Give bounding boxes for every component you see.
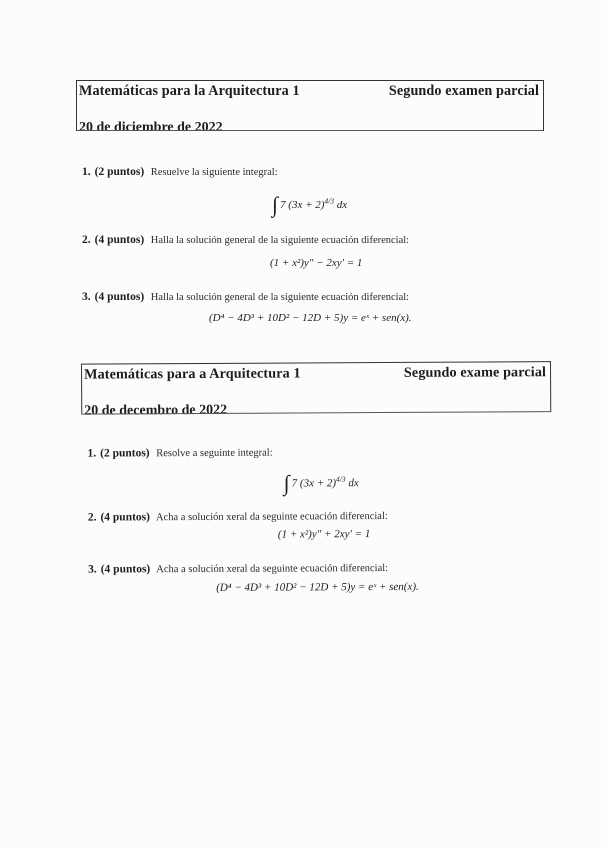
exam-name: Segundo examen parcial	[388, 83, 539, 99]
exam-header	[81, 361, 551, 419]
integral-sign-icon: ∫	[272, 192, 279, 217]
equation-formula: (D⁴ − 4D³ + 10D² − 12D + 5)y = eˣ + sen(x).	[209, 312, 412, 324]
question-points: (4 puntos)	[94, 234, 145, 246]
integral-sign-icon: ∫	[283, 470, 290, 496]
exam-header	[76, 80, 544, 135]
question-number: 1.	[82, 166, 91, 178]
question-number: 2.	[87, 511, 97, 524]
formula-text: 7 $(3x + 2)^{4/3}$ dx	[280, 196, 348, 211]
question-points: (4 puntos)	[100, 563, 151, 576]
question-text: Resolve a seguinte integral:	[156, 447, 273, 460]
integral-formula	[272, 188, 348, 217]
question-points: (2 puntos)	[100, 447, 150, 460]
exam-date: 20 de decembro de 2022	[84, 403, 233, 420]
equation-formula: (D⁴ − 4D³ + 10D² − 12D + 5)y = eˣ + sen(x).	[216, 580, 419, 594]
equation-formula: (1 + x²)y″ + 2xy′ = 1	[277, 528, 371, 541]
exam-galician	[5, 361, 607, 594]
equation-formula: (1 + x²)y″ − 2xy′ = 1	[270, 257, 363, 269]
formula-text: 7 $(3x + 2)^{4/3}$ dx	[291, 474, 359, 490]
question-number: 3.	[82, 291, 91, 303]
question-points: (4 puntos)	[100, 511, 150, 524]
course-title: Matemáticas para la Arquitectura 1	[79, 83, 300, 99]
question-text: Acha a solución xeral da seguinte ecuación diferencial:	[155, 510, 388, 524]
question-text: Halla la solución general de la siguiente ecuación diferencial:	[150, 292, 410, 303]
question-1	[87, 447, 272, 460]
question-2	[82, 234, 409, 246]
question-number: 3.	[88, 563, 97, 576]
question-text: Halla la solución general de la siguiente ecuación diferencial:	[150, 235, 410, 246]
question-points: (2 puntos)	[94, 166, 145, 178]
question-2	[88, 510, 388, 524]
question-text: Resuelve la siguiente integral:	[150, 167, 278, 178]
question-points: (4 puntos)	[94, 291, 145, 303]
question-3	[82, 291, 409, 303]
question-number: 2.	[82, 234, 91, 246]
course-title: Matemáticas para a Arquitectura 1	[84, 365, 301, 383]
question-3	[88, 562, 388, 576]
question-text: Acha a solución xeral da seguinte ecuación diferencial:	[156, 562, 389, 576]
exam-date: 20 de diciembre de 2022	[79, 120, 229, 136]
exam-name: Segundo exame parcial	[403, 364, 547, 381]
integral-formula	[283, 466, 359, 496]
question-number: 1.	[87, 447, 97, 460]
question-1	[82, 166, 278, 178]
